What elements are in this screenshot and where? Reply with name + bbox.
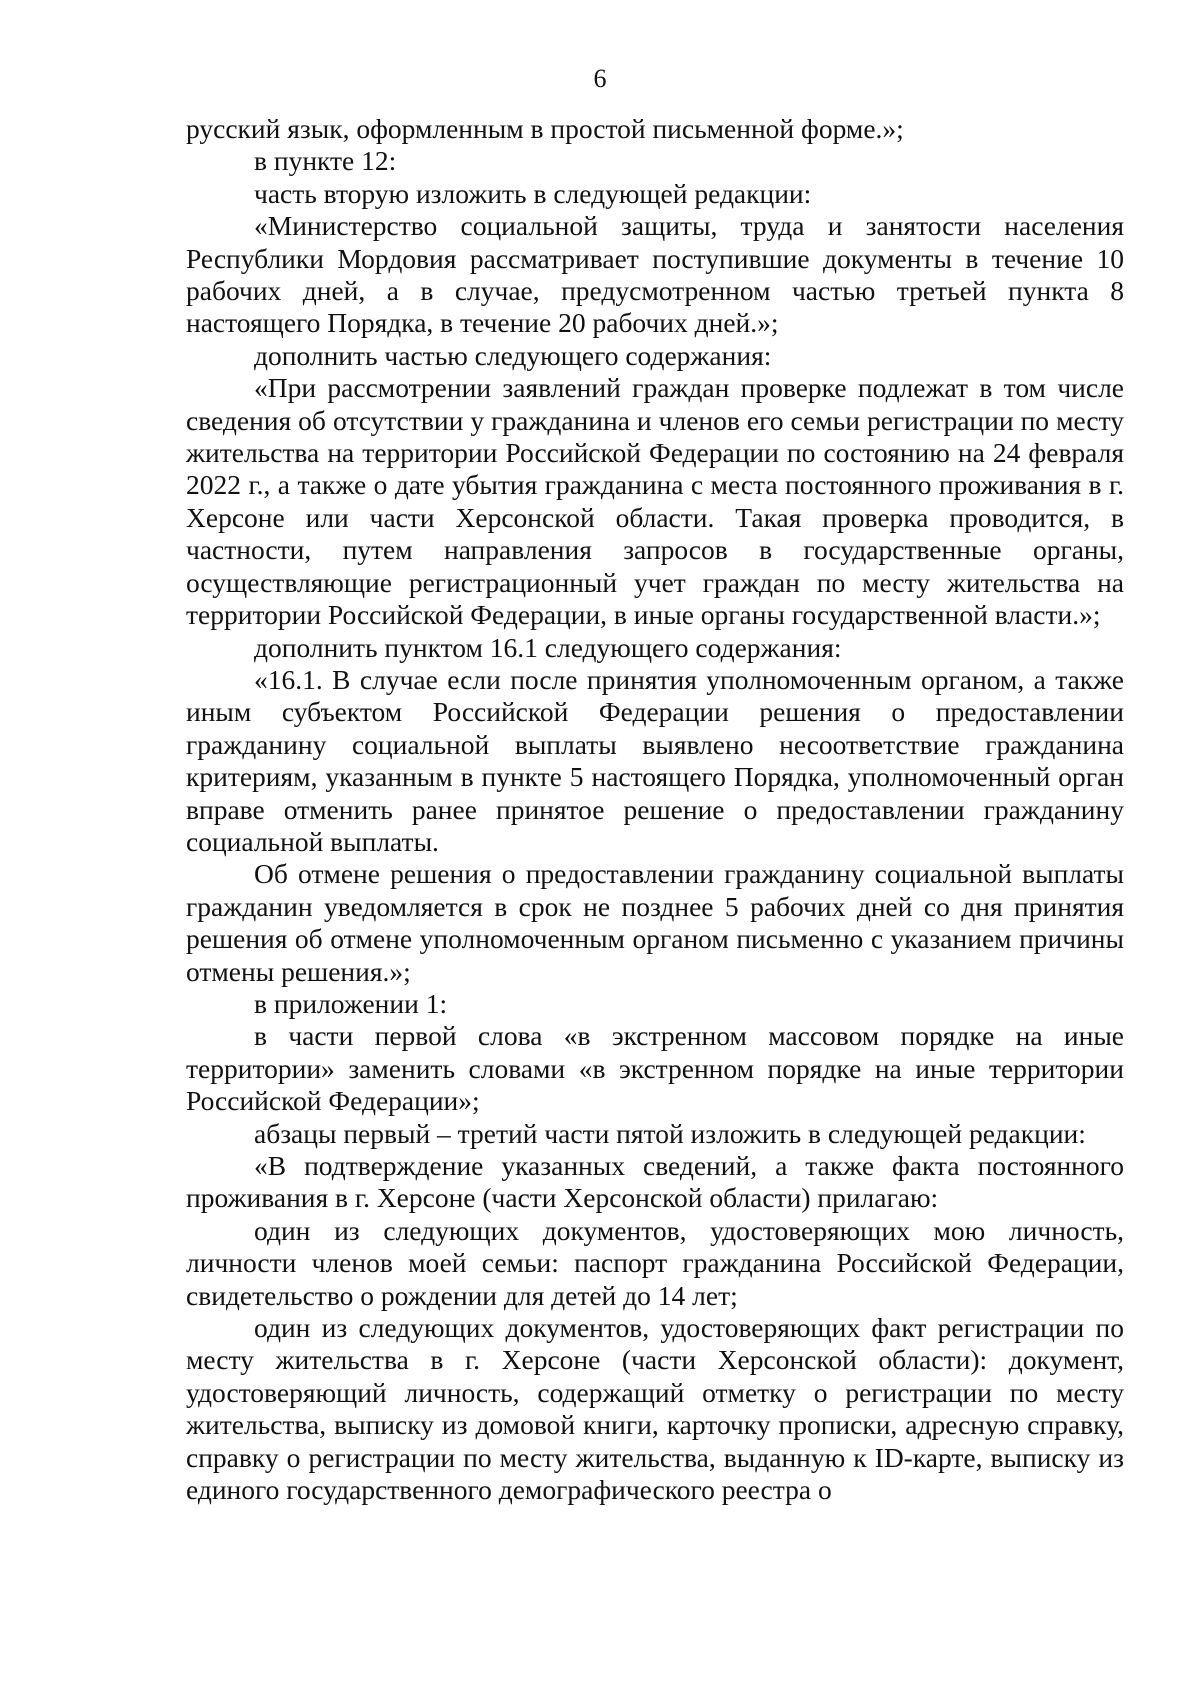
- document-body: [186, 113, 1124, 1506]
- paragraph: русский язык, оформленным в простой письменной форме.»;: [186, 113, 904, 144]
- paragraph: «16.1. В случае если после принятия уполномоченным органом, а также иным субъектом Российской Федерации решения о предоставлении гражданину социальной выплаты выявлено несоответствие гражданина критериям, указанным в пункте 5 настоящего Порядка, уполномоченный орган вправе отменить ранее принятое решение о предоставлении гражданину социальной выплаты.: [186, 663, 1124, 857]
- paragraph: в приложении 1:: [254, 987, 448, 1019]
- paragraph: часть вторую изложить в следующей редакции:: [254, 177, 812, 209]
- paragraph: в пункте 12:: [254, 145, 397, 177]
- paragraph: дополнить частью следующего содержания:: [254, 339, 772, 371]
- paragraph: Об отмене решения о предоставлении гражданину социальной выплаты гражданин уведомляется в срок не позднее 5 рабочих дней со дня принятия решения об отмене уполномоченным органом письменно с указанием причины отмены решения.»;: [186, 858, 1124, 987]
- paragraph: «Министерство социальной защиты, труда и занятости населения Республики Мордовия рассматривает поступившие документы в течение 10 рабочих дней, а в случае, предусмотренном частью третьей пункта 8 настоящего Порядка, в течение 20 рабочих дней.»;: [186, 210, 1124, 339]
- paragraph: в части первой слова «в экстренном массовом порядке на иные территории» заменить словами «в экстренном порядке на иные территории Российской Федерации»;: [186, 1020, 1124, 1117]
- paragraph: «В подтверждение указанных сведений, а также факта постоянного проживания в г. Херсоне (части Херсонской области) прилагаю:: [186, 1150, 1124, 1214]
- paragraph: дополнить пунктом 16.1 следующего содержания:: [254, 631, 842, 663]
- paragraph: один из следующих документов, удостоверяющих факт регистрации по месту жительства в г. Херсоне (части Херсонской области): документ, удостоверяющий личность, содержащий отметку о регистрации по месту жительства, выписку из домовой книги, карточку прописки, адресную справку, справку о регистрации по месту жительства, выданную к ID-карте, выписку из единого государственного демографического реестра о: [186, 1312, 1124, 1506]
- paragraph: «При рассмотрении заявлений граждан проверке подлежат в том числе сведения об отсутствии у гражданина и членов его семьи регистрации по месту жительства на территории Российской Федерации по состоянию на 24 февраля 2022 г., а также о дате убытия гражданина с места постоянного проживания в г. Херсоне или части Херсонской области. Такая проверка проводится, в частности, путем направления запросов в государственные органы, осуществляющие регистрационный учет граждан по месту жительства на территории Российской Федерации, в иные органы государственной власти.»;: [186, 372, 1124, 631]
- paragraph: один из следующих документов, удостоверяющих мою личность, личности членов моей семьи: паспорт гражданина Российской Федерации, свидетельство о рождении для детей до 14 лет;: [186, 1214, 1124, 1311]
- page-number: 6: [593, 64, 607, 93]
- paragraph: абзацы первый – третий части пятой изложить в следующей редакции:: [254, 1117, 1086, 1149]
